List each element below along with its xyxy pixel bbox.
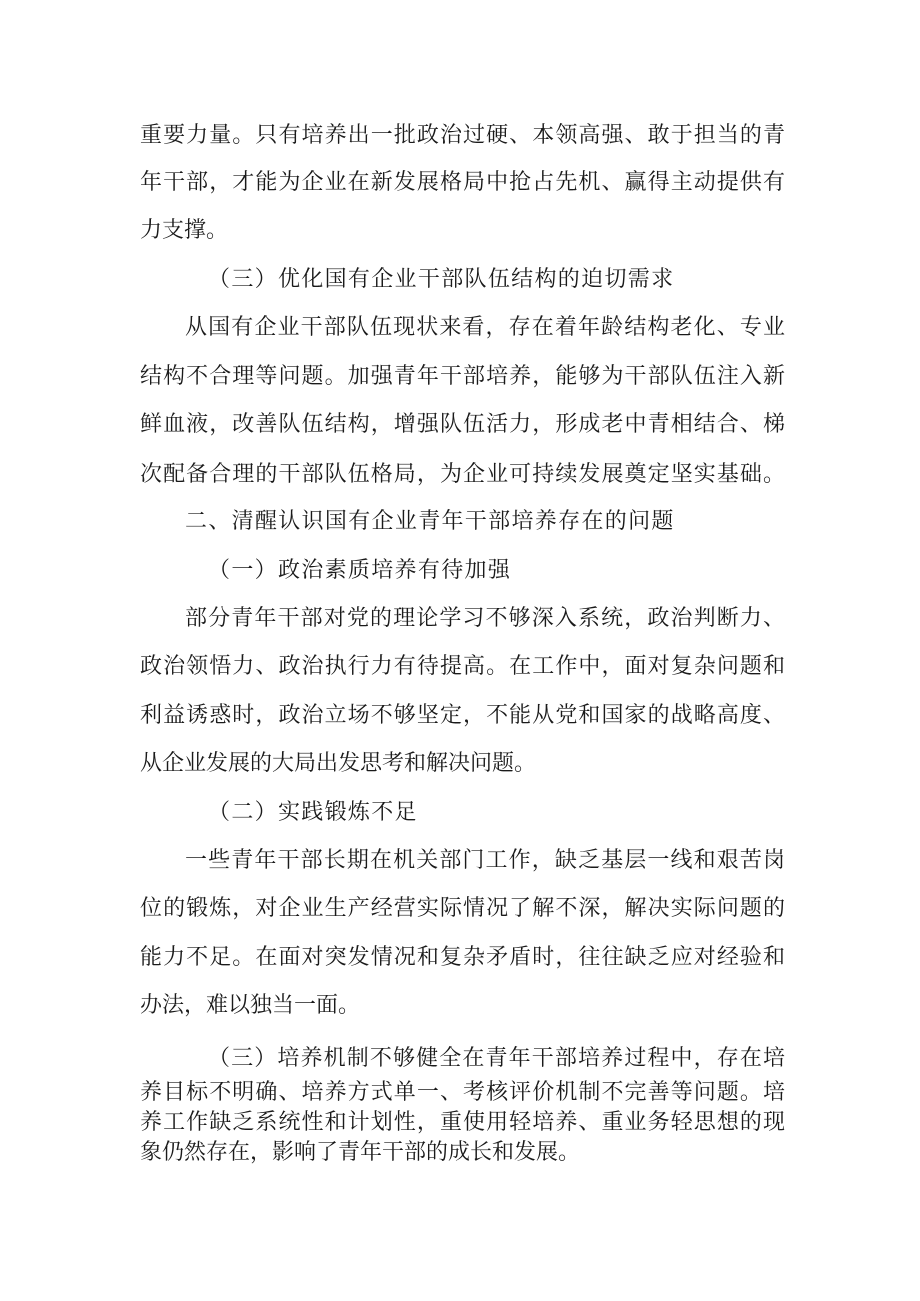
chapter-heading: 二、清醒认识国有企业青年干部培养存在的问题 (185, 509, 675, 534)
body-text-line: 力支撑。 (140, 218, 229, 243)
body-text-line: 鲜血液，改善队伍结构，增强队伍活力，形成老中青相结合、梯 (140, 412, 785, 437)
body-text-line: 利益诱惑时，政治立场不够坚定，不能从党和国家的战略高度、 (140, 703, 785, 728)
body-text-line: 从企业发展的大局出发思考和解决问题。 (140, 751, 537, 776)
body-text-line: 结构不合理等问题。加强青年干部培养，能够为干部队伍注入新 (140, 364, 785, 389)
body-text-line: 能力不足。在面对突发情况和复杂矛盾时，往往缺乏应对经验和 (140, 945, 785, 970)
section-heading: （二）实践锻炼不足 (208, 800, 418, 825)
section-heading: （一）政治素质培养有待加强 (208, 558, 512, 583)
body-text-line: 一些青年干部长期在机关部门工作，缺乏基层一线和艰苦岗 (185, 848, 785, 873)
section-heading: （三）优化国有企业干部队伍结构的迫切需求 (208, 267, 675, 292)
body-text-line: 次配备合理的干部队伍格局，为企业可持续发展奠定坚实基础。 (140, 462, 785, 487)
body-text-line: 办法，难以独当一面。 (140, 993, 361, 1018)
body-text-line: 重要力量。只有培养出一批政治过硬、本领高强、敢于担当的青 (140, 123, 785, 148)
section-heading-paragraph: （三）培养机制不够健全在青年干部培养过程中，存在培 (208, 1046, 785, 1071)
body-text-line: 部分青年干部对党的理论学习不够深入系统，政治判断力、 (185, 606, 785, 631)
body-text-line: 政治领悟力、政治执行力有待提高。在工作中，面对复杂问题和 (140, 654, 785, 679)
body-text-line: 位的锻炼，对企业生产经营实际情况了解不深，解决实际问题的 (140, 896, 785, 921)
body-text-line: 养工作缺乏系统性和计划性，重使用轻培养、重业务轻思想的现 (140, 1110, 785, 1135)
body-text-line: 养目标不明确、培养方式单一、考核评价机制不完善等问题。培 (140, 1080, 785, 1105)
body-text-line: 象仍然存在，影响了青年干部的成长和发展。 (140, 1140, 581, 1165)
body-text-line: 年干部，才能为企业在新发展格局中抢占先机、赢得主动提供有 (140, 170, 785, 195)
body-text-line: 从国有企业干部队伍现状来看，存在着年龄结构老化、专业 (185, 315, 785, 340)
